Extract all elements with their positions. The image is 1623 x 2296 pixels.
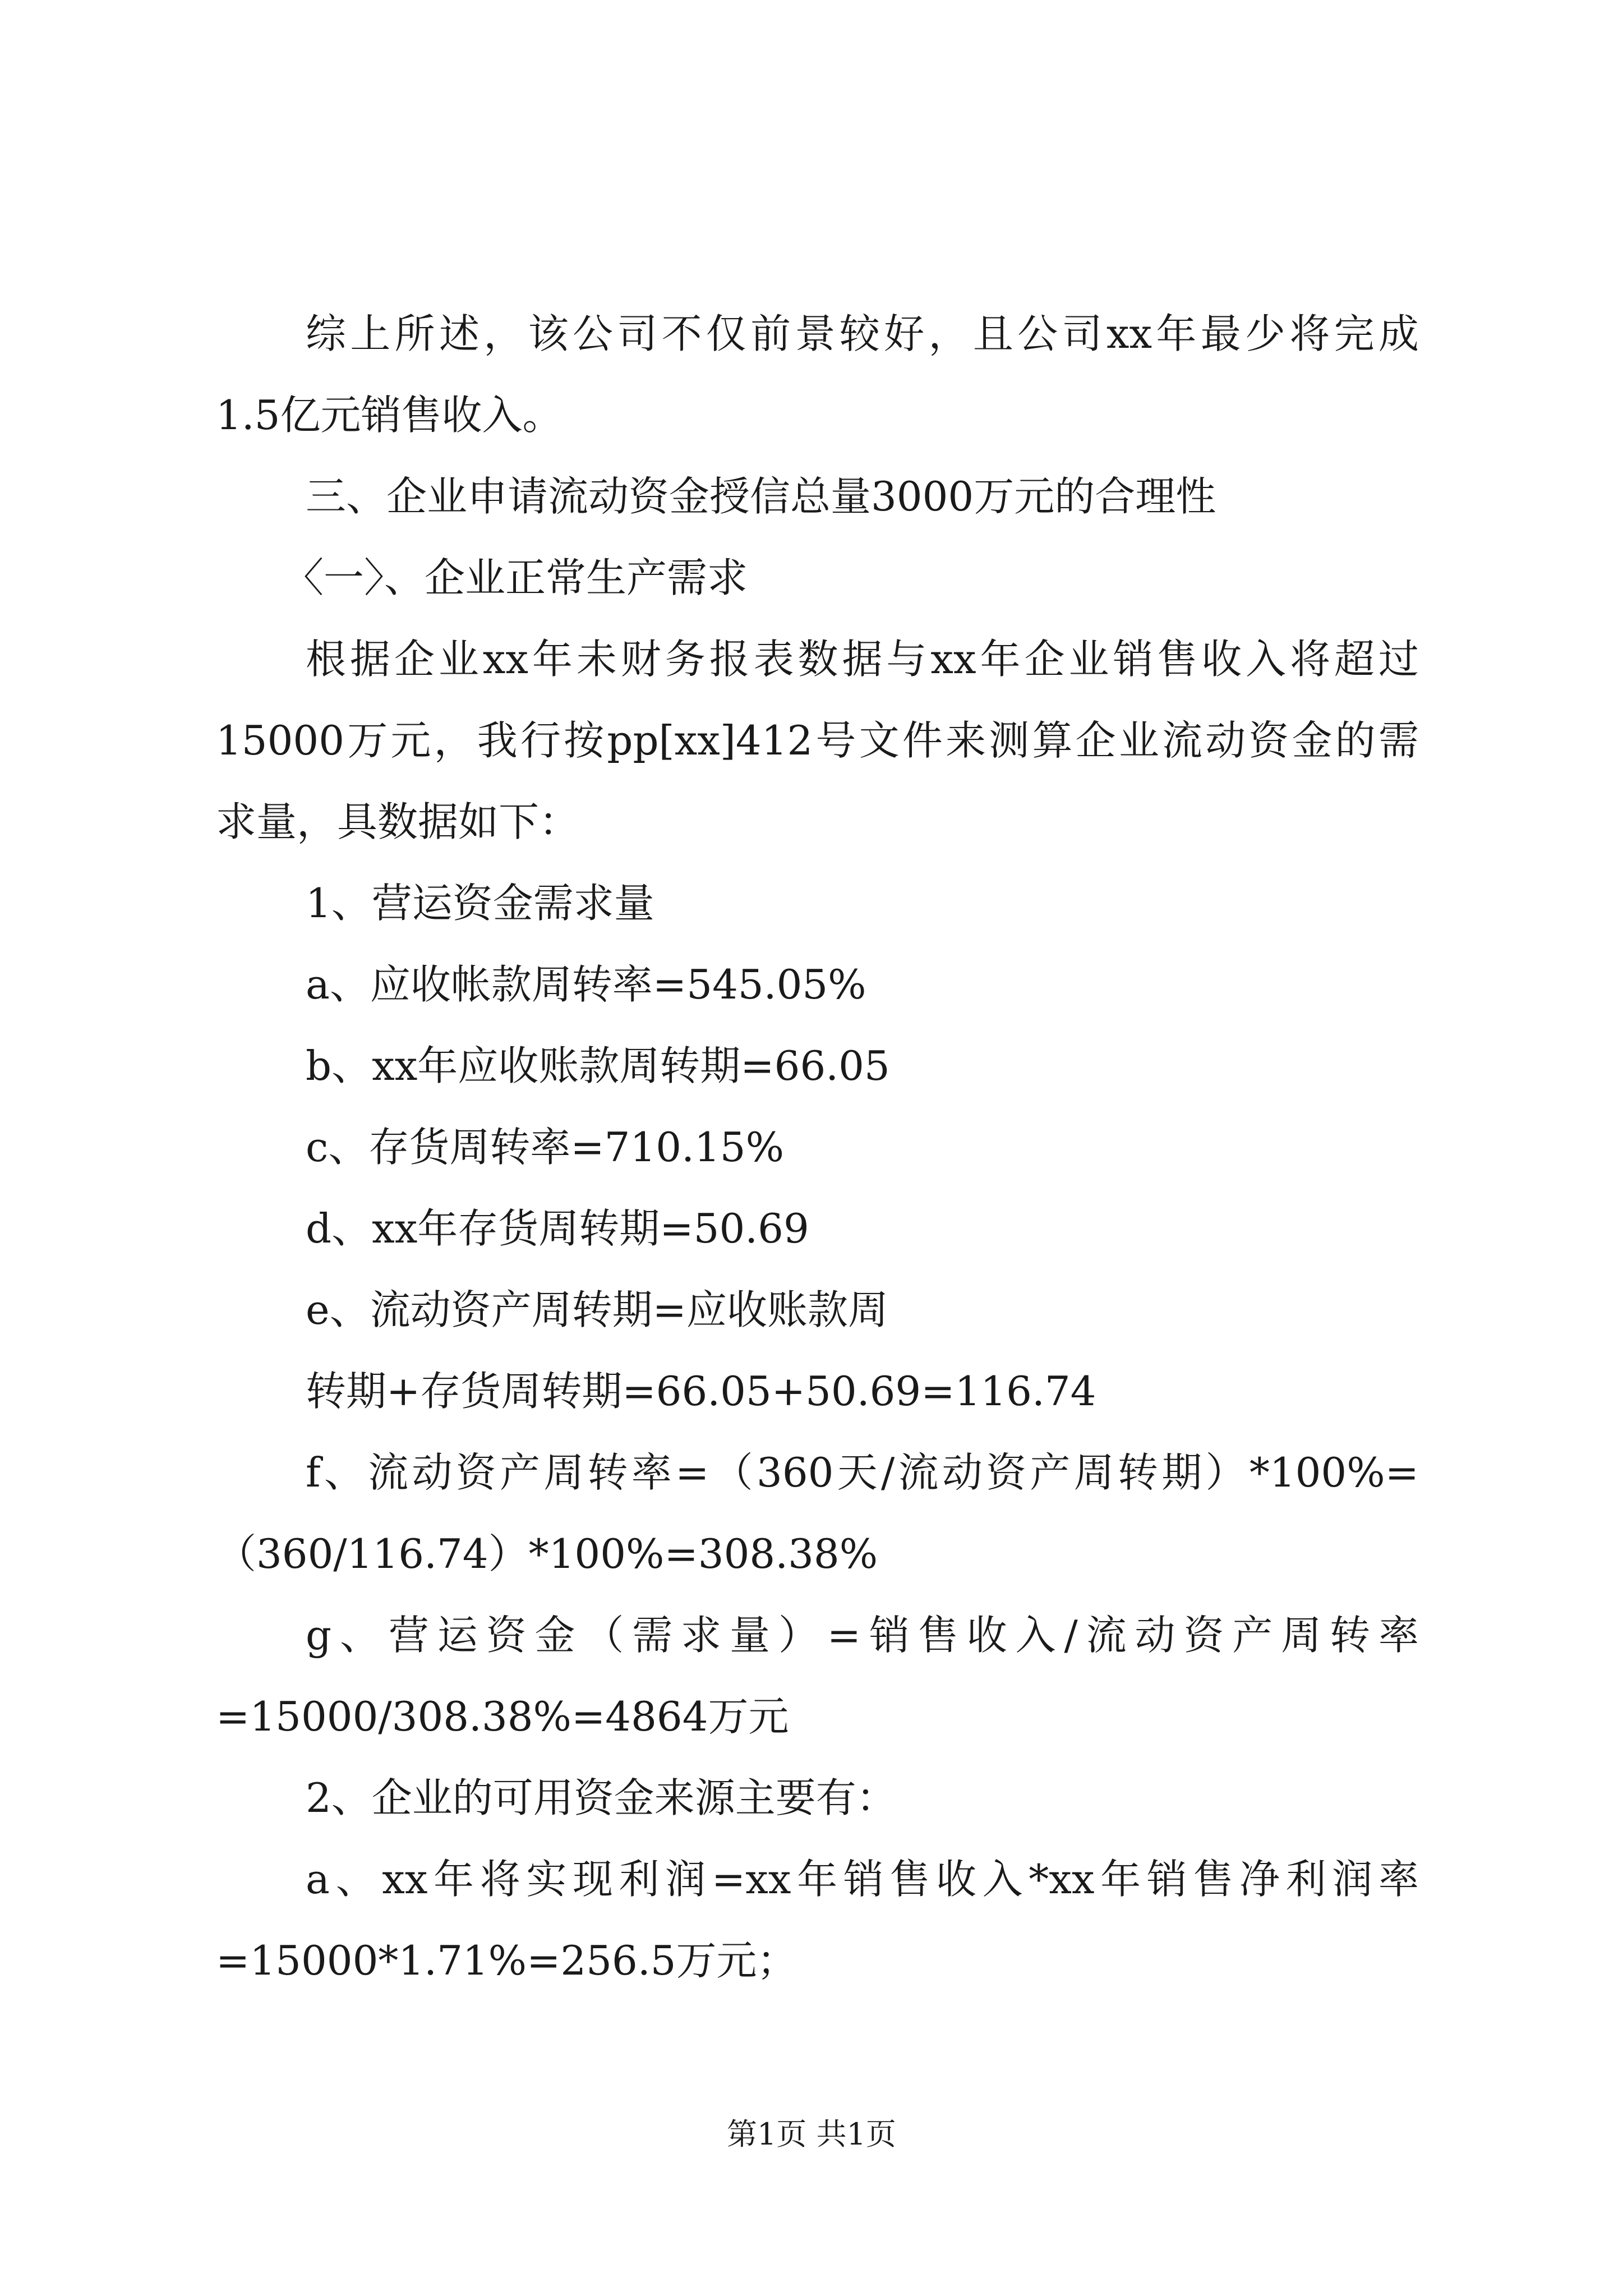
- list-item-a: a、应收帐款周转率=545.05%: [306, 961, 866, 1008]
- list-item-d: d、xx年存货周转期=50.69: [306, 1205, 809, 1252]
- page-footer: 第1页 共1页: [727, 2116, 896, 2152]
- list-item-g-line-1: g、营运资金（需求量）=销售收入/流动资产周转率: [306, 1612, 1419, 1659]
- paragraph-summary-line-1: 综上所述，该公司不仅前景较好，且公司xx年最少将完成: [306, 310, 1419, 357]
- list-item-f-line-2: （360/116.74）*100%=308.38%: [216, 1530, 878, 1577]
- list-item-g-line-2: =15000/308.38%=4864万元: [216, 1693, 789, 1740]
- paragraph-basis-line-2: 15000万元，我行按pp[xx]412号文件来测算企业流动资金的需: [216, 717, 1419, 764]
- list-item-c: c、存货周转率=710.15%: [306, 1124, 784, 1171]
- section-heading-3: 三、企业申请流动资金授信总量3000万元的合理性: [306, 473, 1216, 520]
- funding-item-a-line-1: a、xx年将实现利润=xx年销售收入*xx年销售净利润率: [306, 1856, 1419, 1903]
- list-item-f-line-1: f、流动资产周转率=（360天/流动资产周转期）*100%=: [306, 1449, 1419, 1496]
- item-heading-2: 2、企业的可用资金来源主要有：: [306, 1774, 897, 1821]
- subsection-heading-1: 〈一〉、企业正常生产需求: [283, 554, 748, 601]
- list-item-e-line-1: e、流动资产周转期=应收账款周: [306, 1286, 888, 1333]
- paragraph-basis-line-3: 求量，具数据如下：: [216, 798, 580, 845]
- item-heading-1: 1、营运资金需求量: [306, 880, 654, 927]
- list-item-b: b、xx年应收账款周转期=66.05: [306, 1042, 890, 1089]
- list-item-e-line-2: 转期+存货周转期=66.05+50.69=116.74: [306, 1368, 1096, 1415]
- paragraph-basis-line-1: 根据企业xx年未财务报表数据与xx年企业销售收入将超过: [306, 636, 1419, 683]
- paragraph-summary-line-2: 1.5亿元销售收入。: [216, 392, 563, 439]
- funding-item-a-line-2: =15000*1.71%=256.5万元；: [216, 1937, 797, 1984]
